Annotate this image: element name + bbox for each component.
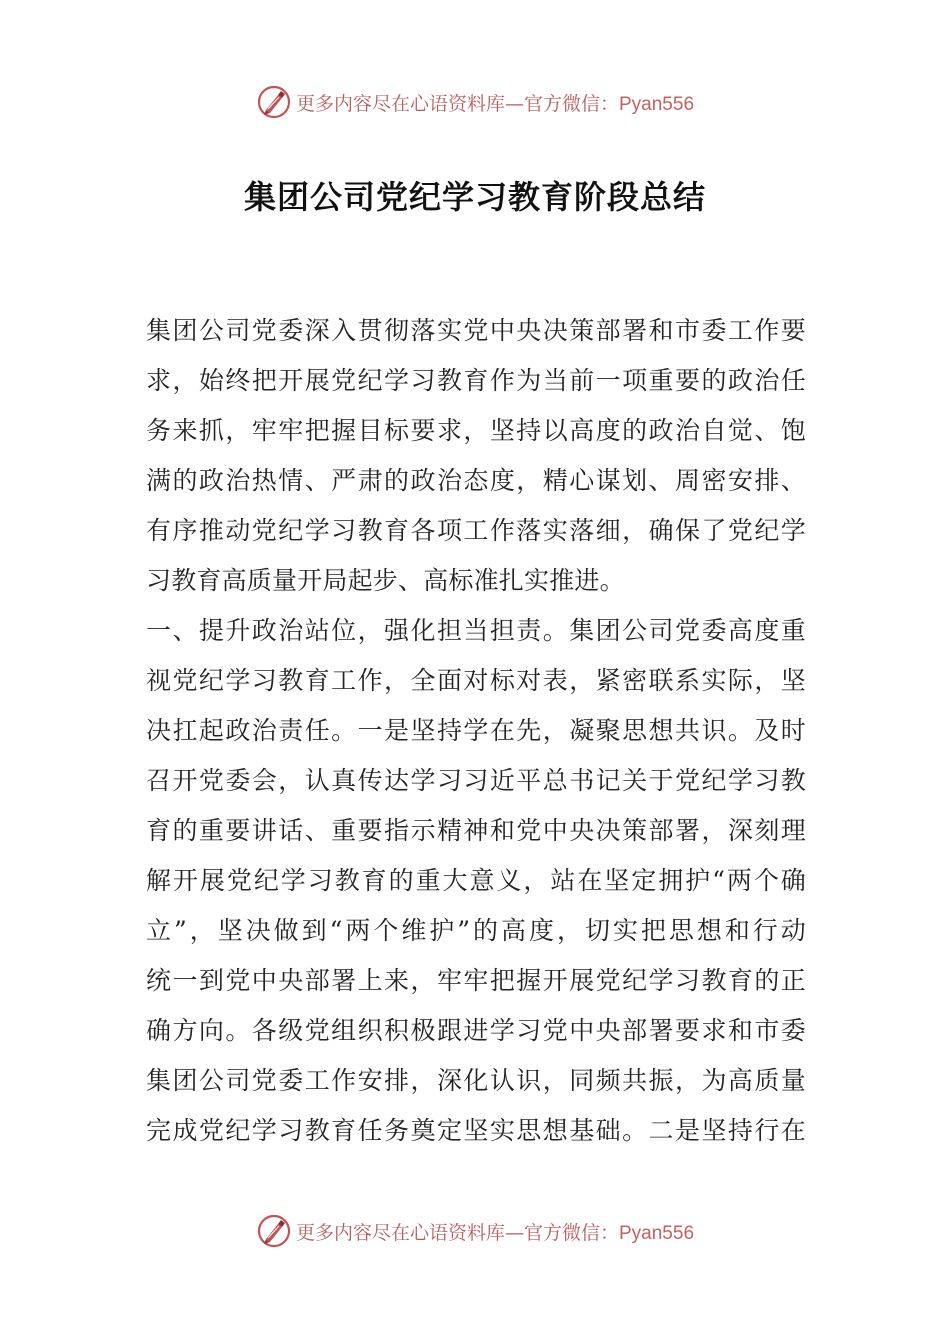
watermark-wechat-id: Pyan556 [619,1222,695,1244]
document-body [146,306,806,1156]
body-line: 完成党纪学习教育任务奠定坚实思想基础。二是坚持行在 [146,1116,806,1145]
body-line: 满的政治热情、严肃的政治态度，精心谋划、周密安排、 [146,466,806,495]
footer-watermark [0,1211,950,1251]
watermark-wechat-id: Pyan556 [619,93,695,115]
watermark-text [296,1218,694,1245]
pen-nib-logo-icon [256,1213,292,1249]
body-line: 习教育高质量开局起步、高标准扎实推进。 [146,566,625,595]
body-line: 视党纪学习教育工作，全面对标对表，紧密联系实际，坚 [146,666,806,695]
body-line: 有序推动党纪学习教育各项工作落实落细，确保了党纪学 [146,516,806,545]
watermark-text [296,89,694,116]
body-line: 确方向。各级党组织积极跟进学习党中央部署要求和市委 [146,1016,806,1045]
body-line: 求，始终把开展党纪学习教育作为当前一项重要的政治任 [146,366,806,395]
body-line: 决扛起政治责任。一是坚持学在先，凝聚思想共识。及时 [146,716,806,745]
body-line: 统一到党中央部署上来，牢牢把握开展党纪学习教育的正 [146,966,806,995]
body-line: 解开展党纪学习教育的重大意义，站在坚定拥护“两个确 [146,866,806,895]
watermark-suffix: 官方微信： [523,1221,619,1244]
header-watermark [0,82,950,122]
pen-nib-logo-icon [256,84,292,120]
body-line: 集团公司党委深入贯彻落实党中央决策部署和市委工作要 [146,316,806,345]
body-line: 集团公司党委工作安排，深化认识，同频共振，为高质量 [146,1066,806,1095]
watermark-prefix: 更多内容尽在心语资料库— [295,1221,524,1244]
body-line: 育的重要讲话、重要指示精神和党中央决策部署，深刻理 [146,816,806,845]
body-line: 一、提升政治站位，强化担当担责。集团公司党委高度重 [146,616,806,645]
watermark-suffix: 官方微信： [523,92,619,115]
body-line: 立”，坚决做到“两个维护”的高度，切实把思想和行动 [146,916,806,945]
body-line: 召开党委会，认真传达学习习近平总书记关于党纪学习教 [146,766,806,795]
body-line: 务来抓，牢牢把握目标要求，坚持以高度的政治自觉、饱 [146,416,806,445]
document-title: 集团公司党纪学习教育阶段总结 [243,178,706,216]
watermark-prefix: 更多内容尽在心语资料库— [295,92,524,115]
